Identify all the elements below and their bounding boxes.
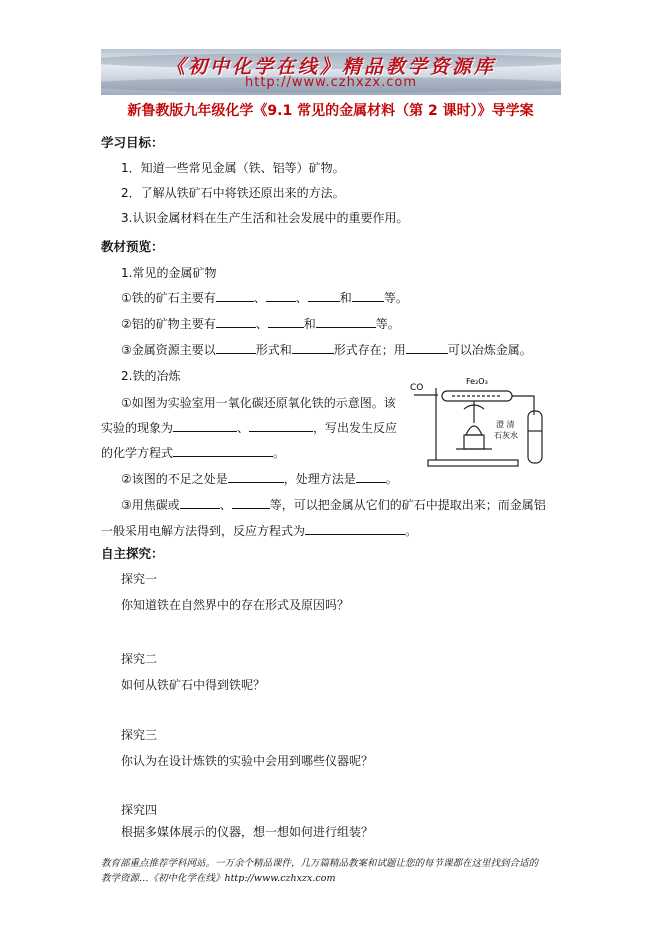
preview-heading: 教材预览： <box>101 239 164 254</box>
answer-blank[interactable] <box>292 341 334 354</box>
answer-blank[interactable] <box>316 315 376 328</box>
co-label: CO <box>410 383 424 393</box>
question-iron-ores: ①铁的矿石主要有 、 、 和 等。 <box>121 291 408 305</box>
answer-blank[interactable] <box>356 470 386 483</box>
answer-blank[interactable] <box>352 289 384 302</box>
answer-blank[interactable] <box>232 496 270 509</box>
limewater-label-1: 澄 清 <box>496 420 515 429</box>
answer-blank[interactable] <box>180 496 220 509</box>
banner-url[interactable]: http://www.czhxzx.com <box>245 75 417 90</box>
stand-base <box>428 460 518 466</box>
lamp-body <box>464 435 484 449</box>
answer-blank[interactable] <box>216 289 254 302</box>
test-tube <box>528 411 542 463</box>
answer-blank[interactable] <box>406 341 448 354</box>
answer-blank[interactable] <box>268 315 304 328</box>
limewater-label-2: 石灰水 <box>494 431 518 440</box>
explore-question: 你知道铁在自然界中的存在形式及原因吗？ <box>121 598 350 612</box>
question-aluminum-ores: ②铝的矿物主要有 、 和 等。 <box>121 317 400 331</box>
explore-question: 你认为在设计炼铁的实验中会用到哪些仪器呢？ <box>121 754 374 768</box>
question-reductants-line2: 一般采用电解方法得到，反应方程式为 。 <box>101 524 418 538</box>
banner-title: 《初中化学在线》精品教学资源库 <box>165 56 496 78</box>
question-shortcoming: ②该图的不足之处是 ，处理方法是 。 <box>121 472 398 486</box>
answer-blank[interactable] <box>216 341 256 354</box>
explore-question: 根据多媒体展示的仪器，想一想如何进行组装？ <box>121 825 374 839</box>
objectives-heading: 学习目标： <box>101 135 164 150</box>
fe2o3-label: Fe₂O₃ <box>466 377 488 386</box>
explore-title: 探究三 <box>121 728 158 742</box>
objective-item: 3.认识金属材料在生产生活和社会发展中的重要作用。 <box>121 211 409 225</box>
objective-item: 2．了解从铁矿石中将铁还原出来的方法。 <box>121 186 345 200</box>
explore-question: 如何从铁矿石中得到铁呢？ <box>121 678 266 692</box>
answer-blank[interactable] <box>173 419 237 432</box>
co-reduction-apparatus-figure <box>408 373 550 473</box>
answer-blank[interactable] <box>249 419 313 432</box>
section-minerals: 1.常见的金属矿物 <box>121 266 217 280</box>
objective-item: 1．知道一些常见金属（铁、铝等）矿物。 <box>121 161 345 175</box>
question-figure-line1: ①如图为实验室用一氧化碳还原氧化铁的示意图。该 <box>121 396 396 410</box>
answer-blank[interactable] <box>173 444 273 457</box>
answer-blank[interactable] <box>305 522 405 535</box>
answer-blank[interactable] <box>266 289 296 302</box>
question-figure-line2: 实验的现象为 、 ，写出发生反应 <box>101 421 398 435</box>
question-figure-line3: 的化学方程式 。 <box>101 446 286 460</box>
explore-heading: 自主探究： <box>101 546 164 561</box>
answer-blank[interactable] <box>228 470 284 483</box>
explore-title: 探究二 <box>121 652 158 666</box>
section-iron-smelting: 2.铁的冶炼 <box>121 369 181 383</box>
alcohol-lamp <box>466 426 482 435</box>
answer-blank[interactable] <box>216 315 256 328</box>
explore-title: 探究一 <box>121 572 158 586</box>
footer-line-2[interactable]: 教学资源…《初中化学在线》http://www.czhxzx.com <box>101 873 336 884</box>
question-reductants-line1: ③用焦碳或 、 等，可以把金属从它们的矿石中提取出来；而金属铝 <box>121 498 546 512</box>
document-title: 新鲁教版九年级化学《9.1 常见的金属材料（第 2 课时）》导学案 <box>127 103 534 119</box>
question-metal-resources: ③金属资源主要以 形式和 形式存在；用 可以冶炼金属。 <box>121 343 532 357</box>
answer-blank[interactable] <box>308 289 340 302</box>
header-banner <box>101 49 561 95</box>
footer-line-1: 教育部重点推荐学科网站。一万余个精品课件，几万篇精品教案和试题让您的每节课都在这里找到合适的 <box>101 858 539 869</box>
explore-title: 探究四 <box>121 803 158 817</box>
